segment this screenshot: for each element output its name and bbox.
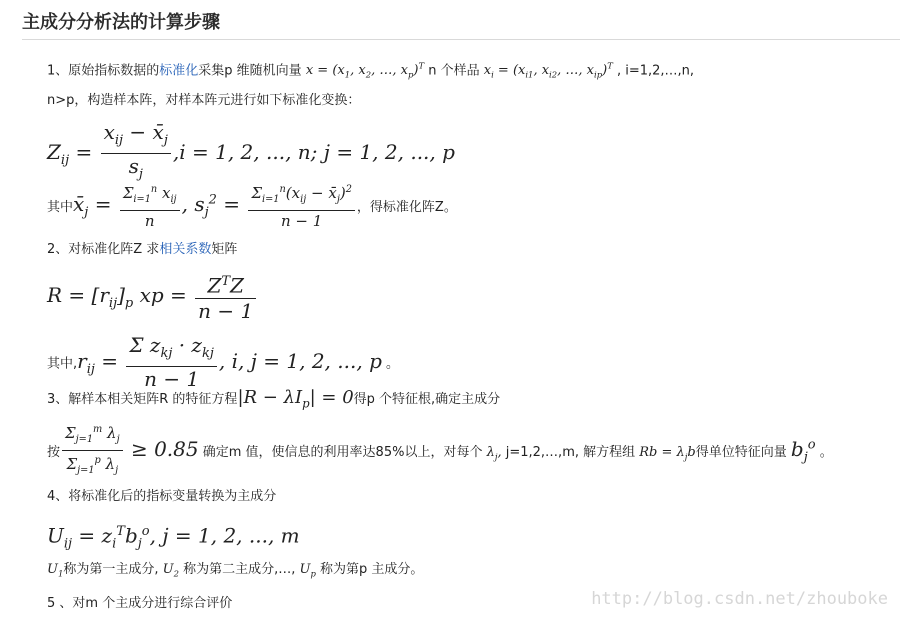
random-vector-formula: $x = (x_1$, $x_2$, …, $x_p)^T$ <box>305 61 425 80</box>
step3-prefix: 按 <box>47 445 61 460</box>
step1-text-c: n 个样品 <box>428 63 480 79</box>
step4-text-b: 称为第二主成分,…, <box>183 562 296 577</box>
standardization-link[interactable]: 标准化 <box>159 63 199 79</box>
equation-rb: $Rb = \lambda_jb$ <box>639 445 696 462</box>
step3-text-c: 确定m 值，使信息的利用率达85%以上，对每个 <box>202 445 483 460</box>
lambda-j: $\lambda_j$, <box>486 445 502 462</box>
step1-text-a: 1、原始指标数据的 <box>47 63 160 79</box>
step3-text-e: 得单位特征向量 <box>695 445 787 460</box>
step3-line2 <box>47 420 833 481</box>
sample-formula: $x_i = (x_{i1}$, $x_{i2}$, …, $x_{ip})^T$ <box>483 61 613 80</box>
principal-component-formula: $U_{ij} = z_i^Tb_j^o$, j = 1, 2, ..., m <box>47 523 300 552</box>
rij-line <box>47 333 399 391</box>
where-label-2: 其中, <box>47 356 78 372</box>
up-symbol: $U_p$ <box>299 562 316 579</box>
mean-formula: $x̄_j$ = $\frac{\Sigma_{i=1}^n x_{ij}}{n}$ , $s_j^2$ = $\frac{\Sigma_{i=1}^n(x_{ij} - x̄_j)^2}{n - 1}$ <box>73 192 357 216</box>
step2-text-a: 2、对标准化阵Z 求 <box>47 242 160 257</box>
where-label-1: 其中 <box>47 200 74 215</box>
step1-text-b: 采集p 维随机向量 <box>198 63 302 79</box>
step2-line1 <box>47 240 237 260</box>
step1-result: ，得标准化阵Z。 <box>356 200 457 215</box>
step3-text-a: 3、解样本相关矩阵R 的特征方程 <box>47 392 238 407</box>
u2-symbol: $U_2$ <box>162 562 179 579</box>
step2-text-b: 矩阵 <box>211 242 238 257</box>
unit-eigenvector: $b_j^o$ <box>790 437 816 465</box>
step2-end: 。 <box>386 356 400 372</box>
step4-text-c: 称为第p 主成分。 <box>320 562 424 577</box>
step1-line2: n>p，构造样本阵，对样本阵元进行如下标准化变换： <box>47 93 361 108</box>
step3-text-d: j=1,2,…,m, 解方程组 <box>505 445 636 460</box>
correlation-coefficient-link[interactable]: 相关系数 <box>159 242 212 257</box>
correlation-matrix-formula: $R = [r_{ij}]_p$ xp = $\frac{Z^TZ}{n - 1}$ <box>47 270 258 323</box>
step1-text-d: , i=1,2,…,n, <box>616 63 695 79</box>
mean-variance-line <box>47 180 457 231</box>
contribution-ratio-formula: $\frac{\Sigma_{j=1}^m \lambda_j}{\Sigma_{j=1}^p \lambda_j}$ ≥ 0.85 <box>60 437 199 461</box>
page-title: 主成分分析法的计算步骤 <box>22 12 220 33</box>
step4-text-a: 称为第一主成分, <box>63 562 159 577</box>
step4-line1: 4、将标准化后的指标变量转换为主成分 <box>47 489 277 504</box>
step3-end: 。 <box>819 445 833 460</box>
step4-line2 <box>47 560 423 584</box>
step3-text-b: 得p 个特征根,确定主成分 <box>353 392 501 407</box>
step3-line1 <box>47 388 500 414</box>
characteristic-equation: $|R - \lambda I_p| = 0$ <box>237 387 354 411</box>
standardization-formula: $Z_{ij}$ = $\frac{x_{ij} - x̄_j}{s_j}$ ,i = 1, 2, ..., n; j = 1, 2, ..., p <box>47 120 455 182</box>
rij-formula: $r_{ij}$ = $\frac{\Sigma z_{kj} \cdot z_{kj}}{n - 1}$ , i, j = 1, 2, ..., p <box>77 333 382 391</box>
step5-line1: 5 、对m 个主成分进行综合评价 <box>47 596 233 611</box>
title-divider <box>22 39 900 40</box>
u1-symbol: $U_1$ <box>47 562 64 579</box>
step1-line1 <box>47 56 694 85</box>
watermark: http://blog.csdn.net/zhouboke <box>591 589 888 609</box>
